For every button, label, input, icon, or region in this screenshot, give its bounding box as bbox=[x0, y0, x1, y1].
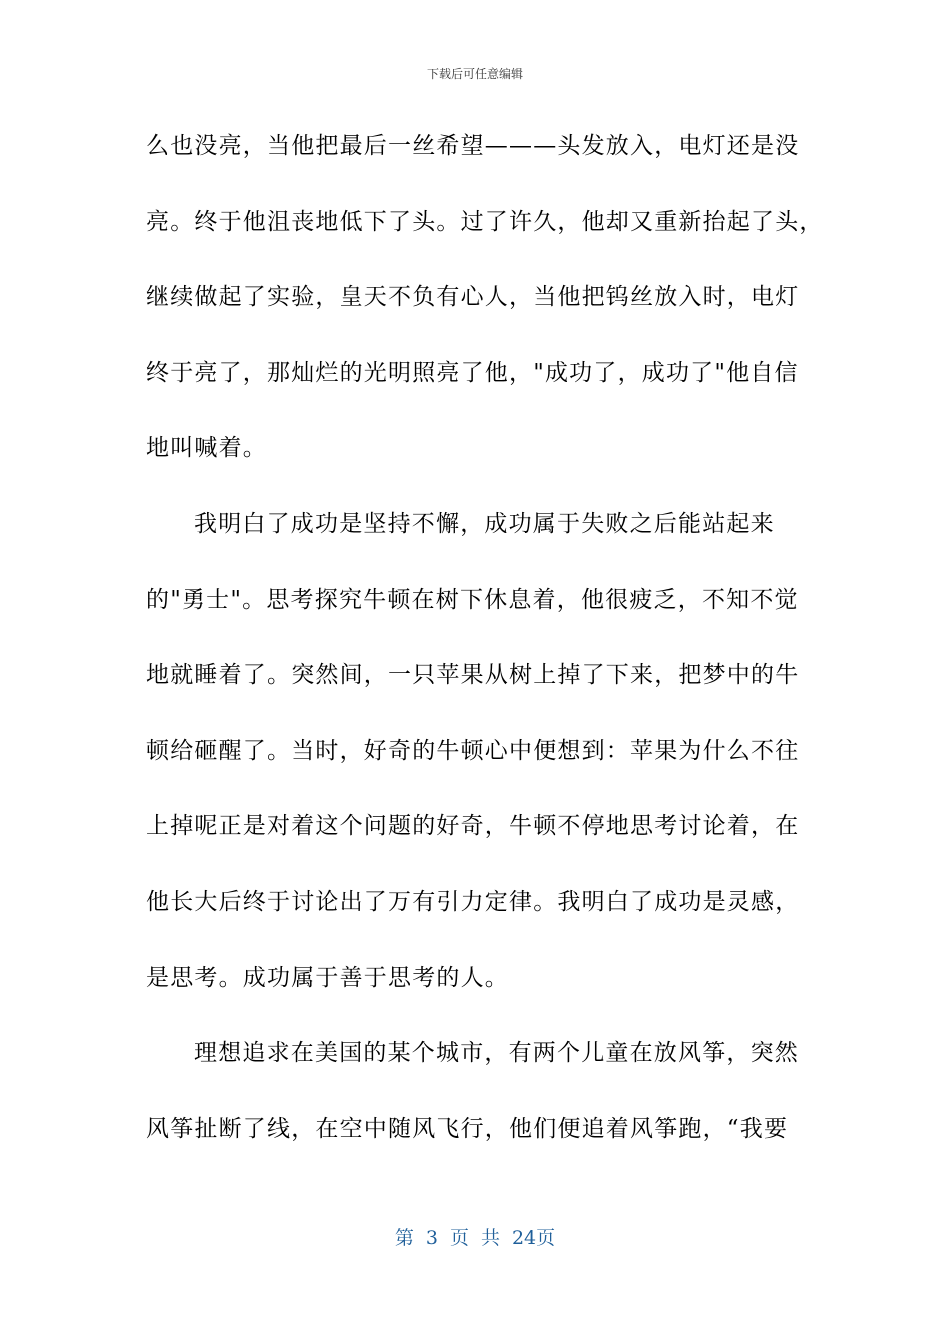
body-line-10: 上掉呢正是对着这个问题的好奇，牛顿不停地思考讨论着，在 bbox=[146, 813, 800, 840]
body-line-14: 风筝扯断了线，在空中随风飞行，他们便追着风筝跑，“我要 bbox=[146, 1115, 789, 1142]
body-line-7: 的"勇士"。思考探究牛顿在树下休息着，他很疲乏，不知不觉 bbox=[146, 586, 799, 613]
page-footer bbox=[0, 1226, 950, 1250]
footer-prefix: 第 bbox=[394, 1227, 414, 1249]
body-line-12: 是思考。成功属于善于思考的人。 bbox=[146, 964, 509, 991]
body-line-13: 理想追求在美国的某个城市，有两个儿童在放风筝，突然 bbox=[194, 1040, 799, 1067]
body-line-9: 顿给砸醒了。当时，好奇的牛顿心中便想到：苹果为什么不往 bbox=[146, 737, 800, 764]
body-line-3: 继续做起了实验，皇天不负有心人，当他把钨丝放入时，电灯 bbox=[146, 284, 800, 311]
body-line-6: 我明白了成功是坚持不懈，成功属于失败之后能站起来 bbox=[194, 510, 775, 537]
document-body bbox=[146, 126, 824, 1184]
body-line-11: 他长大后终于讨论出了万有引力定律。我明白了成功是灵感， bbox=[146, 888, 800, 915]
body-line-5: 地叫喊着。 bbox=[146, 435, 267, 462]
footer-page-number: 3 bbox=[425, 1227, 438, 1249]
body-line-2: 亮。终于他沮丧地低下了头。过了许久，他却又重新抬起了头， bbox=[146, 208, 824, 235]
body-line-1: 么也没亮，当他把最后一丝希望———头发放入，电灯还是没 bbox=[146, 133, 800, 159]
footer-page-label: 页 bbox=[449, 1227, 469, 1249]
footer-total-label: 共 bbox=[480, 1227, 500, 1249]
page-header: 下载后可任意编辑 bbox=[426, 67, 523, 81]
footer-total-pages: 24页 bbox=[511, 1227, 556, 1249]
body-line-8: 地就睡着了。突然间，一只苹果从树上掉了下来，把梦中的牛 bbox=[146, 662, 800, 689]
body-line-4: 终于亮了，那灿烂的光明照亮了他，"成功了，成功了"他自信 bbox=[146, 359, 799, 386]
